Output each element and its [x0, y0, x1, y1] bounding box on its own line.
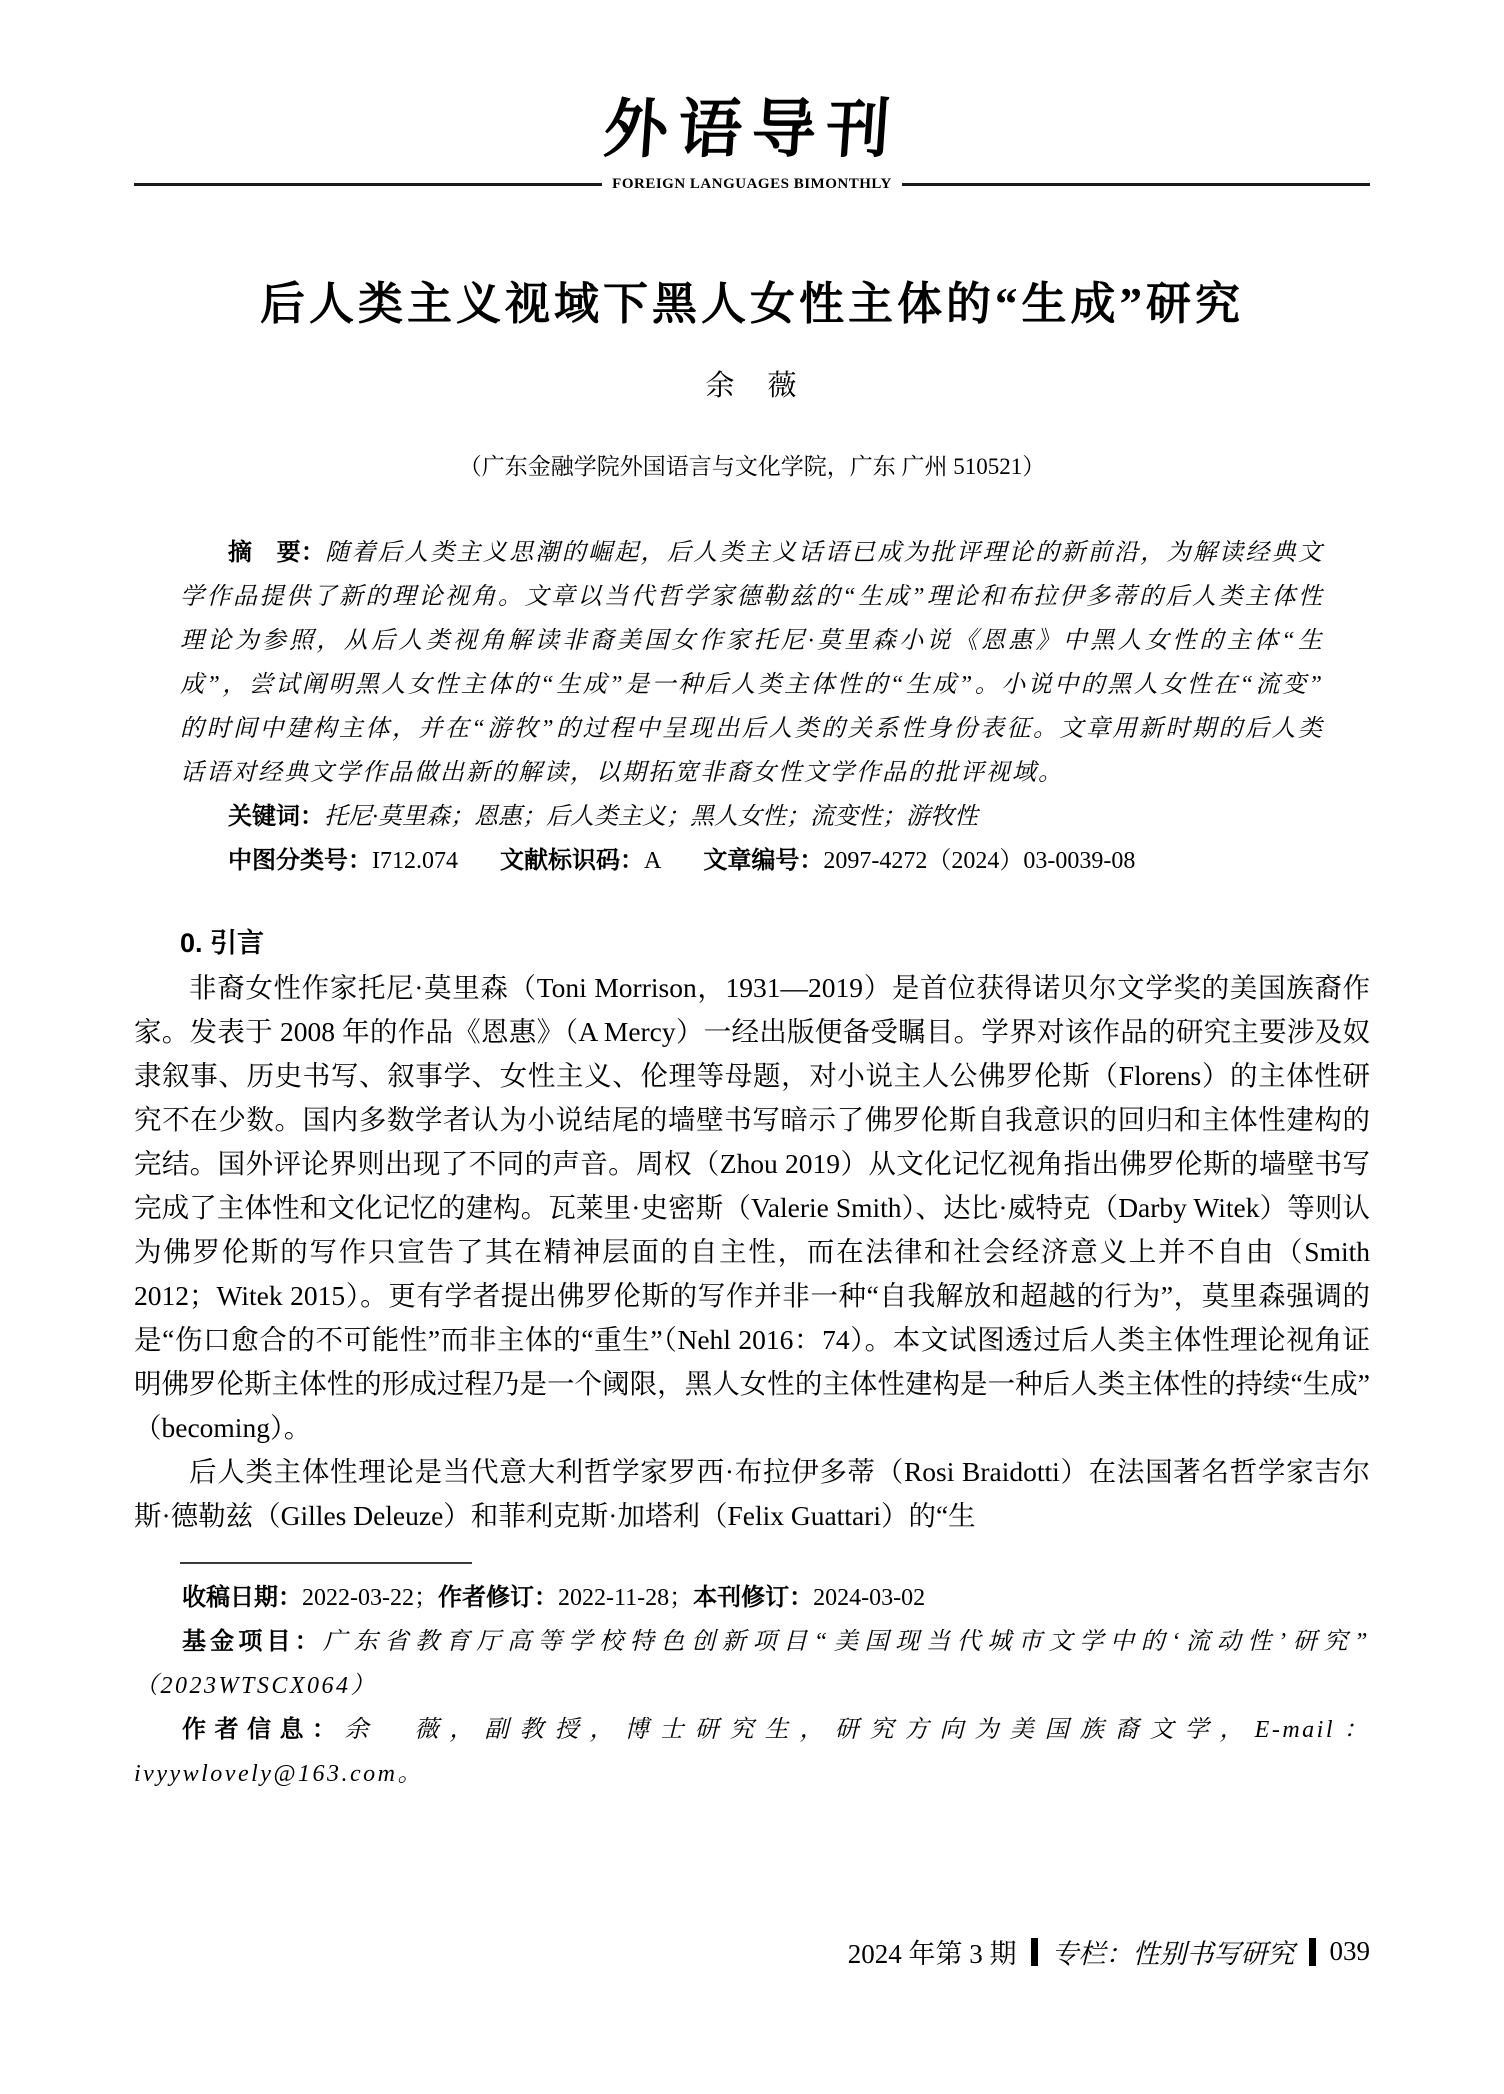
article-no-value: 2097-4272（2024）03-0039-08 [823, 847, 1136, 874]
footnote-separator [180, 1562, 472, 1564]
article-title: 后人类主义视域下黑人女性主体的“生成”研究 [259, 279, 1244, 329]
footnote-dates [134, 1576, 1370, 1620]
author-revision-label: 作者修订： [437, 1583, 558, 1611]
doc-code-label: 文献标识码： [500, 846, 644, 874]
section-heading: 0. 引言 [180, 927, 265, 958]
received-label: 收稿日期： [182, 1583, 302, 1611]
journal-revision-label: 本刊修订： [693, 1583, 814, 1611]
footnote-author-info [134, 1708, 1370, 1796]
page-footer [848, 1932, 1370, 1971]
author-info-text: 余 薇，副教授，博士研究生，研究方向为美国族裔文学，E-mail：ivyywlovely@163.com。 [134, 1716, 1370, 1787]
footer-divider-icon [1031, 1938, 1038, 1966]
masthead-rule-right [902, 183, 1370, 186]
journal-revision-date: 2024-03-02 [813, 1584, 926, 1611]
author-info-label: 作者信息： [182, 1715, 345, 1743]
footnote-fund [134, 1620, 1370, 1708]
footnotes-block [134, 1576, 1370, 1796]
masthead-rule-left [134, 183, 602, 186]
abstract-label: 摘 要： [228, 538, 326, 566]
clc-label: 中图分类号： [228, 846, 372, 874]
footer-page-number: 039 [1329, 1936, 1370, 1966]
fund-label: 基金项目： [182, 1627, 323, 1655]
article-author: 余 薇 [705, 369, 799, 402]
received-date: 2022-03-22； [302, 1584, 438, 1611]
keywords-text: 托尼·莫里森；恩惠；后人类主义；黑人女性；流变性；游牧性 [324, 803, 978, 830]
article-affiliation: （广东金融学院外国语言与文化学院，广东 广州 510521） [458, 453, 1046, 479]
footer-column: 专栏：性别书写研究 [1051, 1939, 1295, 1969]
keywords-label: 关键词： [228, 802, 324, 830]
footer-divider-icon [1309, 1938, 1316, 1966]
introduction-section [134, 921, 1370, 1538]
doc-code-value: A [644, 847, 662, 874]
masthead-rule [134, 176, 1370, 193]
classification-line [180, 839, 1324, 883]
abstract-block [134, 531, 1370, 883]
article-no-label: 文章编号： [703, 846, 824, 874]
body-paragraph-1: 非裔女性作家托尼·莫里森（Toni Morrison，1931—2019）是首位获得诺贝尔文学奖的美国族裔作家。发表于 2008 年的作品《恩惠》（A Mercy）一经出版便备受瞩目。学界对该作品的研究主要涉及奴隶叙事、历史书写、叙事学、女性主义、伦理等母题，对小说主人公佛罗伦斯（Florens）的主体性研究不在少数。国内多数学者认为小说结尾的墙壁书写暗示了佛罗伦斯自我意识的回归和主体性建构的完结。国外评论界则出现了不同的声音。周权（Zhou 2019）从文化记忆视角指出佛罗伦斯的墙壁书写完成了主体性和文化记忆的建构。瓦莱里·史密斯（Valerie Smith）、达比·威特克（Darby Witek）等则认为佛罗伦斯的写作只宣告了其在精神层面的自主性，而在法律和社会经济意义上并不自由（Smith 2012；Witek 2015）。更有学者提出佛罗伦斯的写作并非一种“自我解放和超越的行为”，莫里森强调的是“伤口愈合的不可能性”而非主体的“重生”（Nehl 2016：74）。本文试图透过后人类主体性理论视角证明佛罗伦斯主体性的形成过程乃是一个阈限，黑人女性的主体性建构是一种后人类主体性的持续“生成”（becoming）。 [134, 971, 1370, 1443]
journal-subtitle: FOREIGN LANGUAGES BIMONTHLY [612, 176, 892, 192]
abstract-text: 随着后人类主义思潮的崛起，后人类主义话语已成为批评理论的新前沿，为解读经典文学作品提供了新的理论视角。文章以当代哲学家德勒兹的“生成”理论和布拉伊多蒂的后人类主体性理论为参照，从后人类视角解读非裔美国女作家托尼·莫里森小说《恩惠》中黑人女性的主体“生成”，尝试阐明黑人女性主体的“生成”是一种后人类主体性的“生成”。小说中的黑人女性在“流变”的时间中建构主体，并在“游牧”的过程中呈现出后人类的关系性身份表征。文章用新时期的后人类话语对经典文学作品做出新的解读，以期拓宽非裔女性文学作品的批评视域。 [180, 539, 1324, 786]
journal-logo: 外语导刊 [601, 94, 903, 165]
abstract-paragraph [180, 531, 1324, 795]
body-paragraph-2: 后人类主体性理论是当代意大利哲学家罗西·布拉伊多蒂（Rosi Braidotti）在法国著名哲学家吉尔斯·德勒兹（Gilles Deleuze）和菲利克斯·加塔利（Felix Guattari）的“生 [134, 1455, 1370, 1531]
author-revision-date: 2022-11-28； [557, 1584, 694, 1611]
journal-masthead [134, 0, 1370, 193]
footer-issue: 2024 年第 3 期 [847, 1939, 1017, 1969]
clc-value: I712.074 [372, 847, 458, 874]
keywords-line [180, 795, 1324, 839]
fund-text: 广东省教育厅高等学校特色创新项目“美国现当代城市文学中的‘流动性’研究”（2023WTSCX064） [134, 1628, 1370, 1699]
